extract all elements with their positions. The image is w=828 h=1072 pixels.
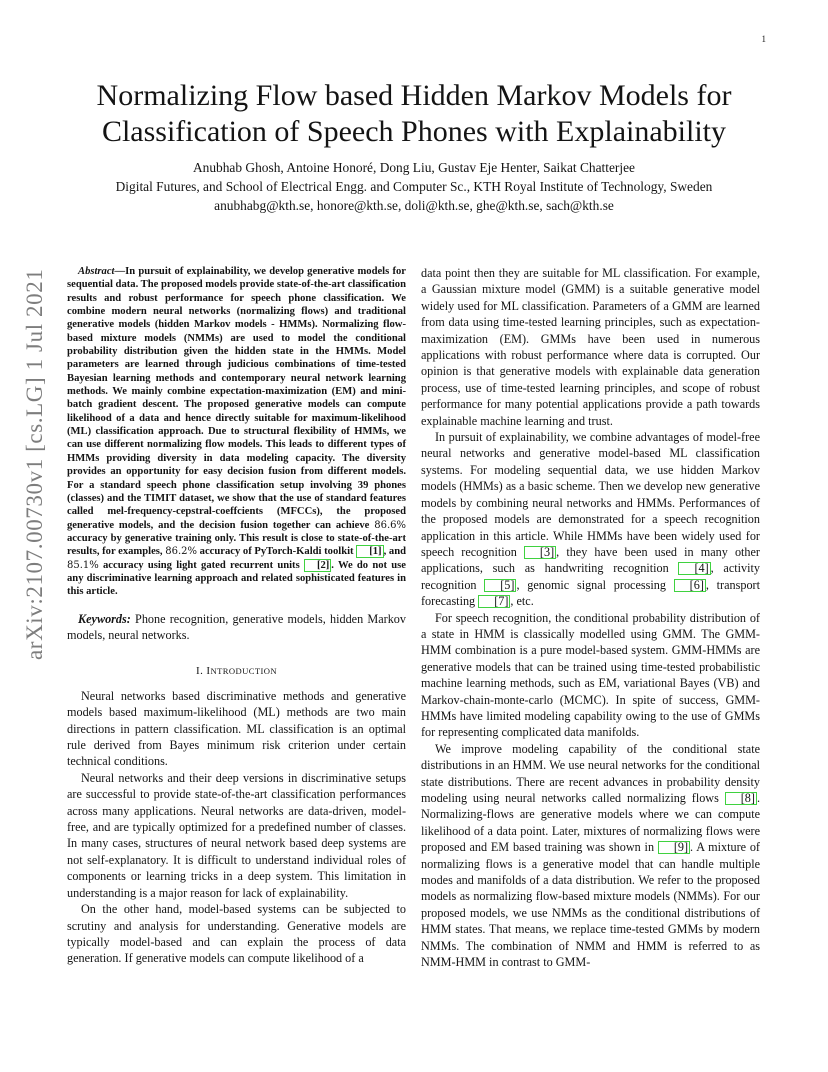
paragraph-text: , genomic signal processing bbox=[516, 577, 674, 592]
keywords-text: Phone recognition, generative models, hidden Markov models, neural networks. bbox=[67, 611, 406, 642]
section-number: I. bbox=[196, 665, 207, 678]
intro-paragraph-1: Neural networks based discriminative methods and generative models based maximum-likelihood (ML) methods are two main directions in pattern classification. ML classification is an optimal rule derived from Bayes minimum risk criterion under certain technical conditions. bbox=[67, 688, 406, 769]
abstract-accuracy-2: 86.2% bbox=[165, 546, 197, 558]
abstract-text-6: . We do not use any discriminative learning approach and related sophisticated features in this article. bbox=[67, 559, 406, 598]
citation-7[interactable]: [7] bbox=[478, 595, 510, 608]
section-heading-introduction bbox=[67, 663, 406, 679]
citation-4[interactable]: [4] bbox=[678, 562, 710, 575]
title-line-1: Normalizing Flow based Hidden Markov Models for bbox=[96, 79, 732, 112]
abstract-text-1: In pursuit of explainability, we develop generative models for sequential data. The proposed models provide state-of-the-art classification results and robust performance for speech phone classification. We combine modern neural networks (normalizing flows) and traditional generative models (hidden Markov models - HMMs). Normalizing flow-based mixture models (NMMs) are used to model the conditional probability distribution given the hidden state in the HMMs. Model parameters are learned through judicious combinations of time-tested Bayesian learning methods and contemporary neural network learning methods. We mainly combine expectation-maximization (EM) and mini-batch gradient descent. The proposed generative models can compute likelihood of a data and hence directly suitable for maximum-likelihood (ML) classification approach. Due to structural flexibility of HMMs, we can use different normalizing flow models. This leads to different types of HMMs providing diversity in data modeling capacity. The diversity provides an opportunity for easy decision fusion from different models. For a standard speech phone classification setup involving 39 phones (classes) and the TIMIT dataset, we show that the use of standard features called mel-frequency-cepstral-coeffcients (MFCCs), the proposed generative models, and the decision fusion together can achieve bbox=[67, 266, 406, 531]
citation-5[interactable]: [5] bbox=[484, 579, 516, 592]
paragraph-text: In pursuit of explainability, we combine advantages of model-free neural networks and generative model-based ML classification systems. For modeling sequential data, we use hidden Markov models (HMMs) as a basic scheme. Then we develop new generative models by combining neural networks and HMMs. Performances of the proposed models are demonstrated for a speech recognition application in this article. While HMMs have been widely used for speech recognition bbox=[421, 430, 760, 559]
abstract-text-4: , and bbox=[383, 546, 406, 558]
paragraph-text: , activity recognition bbox=[421, 561, 760, 592]
paragraph-text: , they have been used in many other applications, such as handwriting recognition bbox=[421, 544, 760, 576]
citation-9[interactable]: [9] bbox=[658, 841, 690, 854]
keywords bbox=[67, 611, 406, 644]
title-line-2: Classification of Speech Phones with Explainability bbox=[101, 115, 727, 148]
abstract-accuracy-3: 85.1% bbox=[67, 559, 99, 571]
intro-paragraph-3: On the other hand, model-based systems can be subjected to scrutiny and analysis for understanding. Generative models are typically model-based and can explain the process of data generation. If generative models can compute likelihood of a bbox=[67, 902, 406, 966]
paper-title bbox=[55, 78, 773, 150]
keywords-label: Keywords: bbox=[78, 611, 131, 626]
author-emails: anubhabg@kth.se, honore@kth.se, doli@kth.se, ghe@kth.se, sach@kth.se bbox=[214, 198, 614, 213]
abstract-text-3: accuracy of PyTorch-Kaldi toolkit bbox=[197, 546, 357, 558]
abstract-dash: — bbox=[114, 266, 126, 277]
author-names: Anubhab Ghosh, Antoine Honoré, Dong Liu, Gustav Eje Henter, Saikat Chatterjee bbox=[192, 160, 635, 175]
abstract-text-2: accuracy by generative training only. This result is close to state-of-the-art results, for examples, bbox=[67, 532, 406, 558]
paragraph-text: , etc. bbox=[510, 594, 534, 609]
arxiv-identifier-stamp: arXiv:2107.00730v1 [cs.LG] 1 Jul 2021 bbox=[22, 268, 47, 660]
author-affiliation: Digital Futures, and School of Electrical Engg. and Computer Sc., KTH Royal Institute of Technology, Sweden bbox=[115, 179, 713, 194]
right-column bbox=[421, 265, 760, 970]
right-paragraph-2 bbox=[421, 429, 760, 609]
paragraph-text: . Normalizing-flows are generative models where we can compute likelihood of a data point. Later, mixtures of normalizing flows were proposed and EM based training was shown in bbox=[421, 791, 760, 855]
right-paragraph-4 bbox=[421, 741, 760, 971]
left-column bbox=[67, 265, 406, 967]
citation-1[interactable]: [1] bbox=[356, 545, 383, 558]
right-paragraph-continued: data point then they are suitable for ML classification. For example, a Gaussian mixture model (GMM) is a suitable generative model widely used for ML classification. Parameters of a GMM are learned from data using time-tested learning principles, such as expectation-maximization (EM). GMMs have been used in numerous applications with robust performance where data is corrupted. Our opinion is that generative models with explainable data generation process, use of time-tested learning principles, and scope of robust performance for many potential applications provide a path towards explainable machine learning and trust. bbox=[421, 266, 760, 428]
paragraph-text: . A mixture of normalizing flows is a generative model that can handle multiple modes and manifolds of a data distribution. We refer to the proposed models as normalizing flow-based mixture models (NMMs). For our proposed models, we use NMMs as the conditional distributions of HMM states. That means, we replace time-tested GMMs by modern NMMs. The combination of NMM and HMM is referred to as NMM-HMM in contrast to GMM- bbox=[421, 840, 760, 970]
right-paragraph-3: For speech recognition, the conditional probability distribution of a state in HMM is classically modelled using GMM. The GMM-HMM combination is a pure model-based system. GMM-HMMs are generative models that can be trained using time-tested probabilistic machine learning methods, such as EM, variational Bayes (VB) and Markov-chain-monte-carlo (MCMC). In spite of success, GMM-HMMs have limited modeling capability owing to the use of GMMs for representing complicated data manifolds. bbox=[421, 610, 760, 740]
abstract-accuracy-1: 86.6% bbox=[374, 519, 406, 531]
page-number: 1 bbox=[761, 34, 766, 44]
citation-6[interactable]: [6] bbox=[674, 579, 706, 592]
paragraph-text: We improve modeling capability of the conditional state distributions in an HMM. We use neural networks for the conditional state distributions. There are recent advances in probability density modeling using neural networks called normalizing flows bbox=[421, 741, 760, 805]
abstract-text-5: accuracy using light gated recurrent units bbox=[98, 559, 304, 571]
citation-2[interactable]: [2] bbox=[304, 559, 331, 572]
citation-8[interactable]: [8] bbox=[725, 792, 757, 805]
abstract bbox=[67, 265, 406, 599]
section-title-initial: I bbox=[206, 665, 211, 678]
author-block bbox=[55, 158, 773, 215]
abstract-label: Abstract bbox=[78, 266, 115, 277]
paragraph-text: , transport forecasting bbox=[421, 577, 760, 609]
intro-paragraph-2: Neural networks and their deep versions in discriminative setups are successful to provide state-of-the-art classification performances across many applications. Neural networks are data-driven, model-free, and are typically optimized for a predefined number of classes. In many cases, structures of neural network based deep systems are not self-explanatory. It is difficult to understand individual roles of components or learning tricks in a deep system. This limitation in understanding is a major reason for lack of explainability. bbox=[67, 770, 406, 900]
citation-3[interactable]: [3] bbox=[524, 546, 556, 559]
section-title-rest: NTRODUCTION bbox=[210, 666, 277, 677]
